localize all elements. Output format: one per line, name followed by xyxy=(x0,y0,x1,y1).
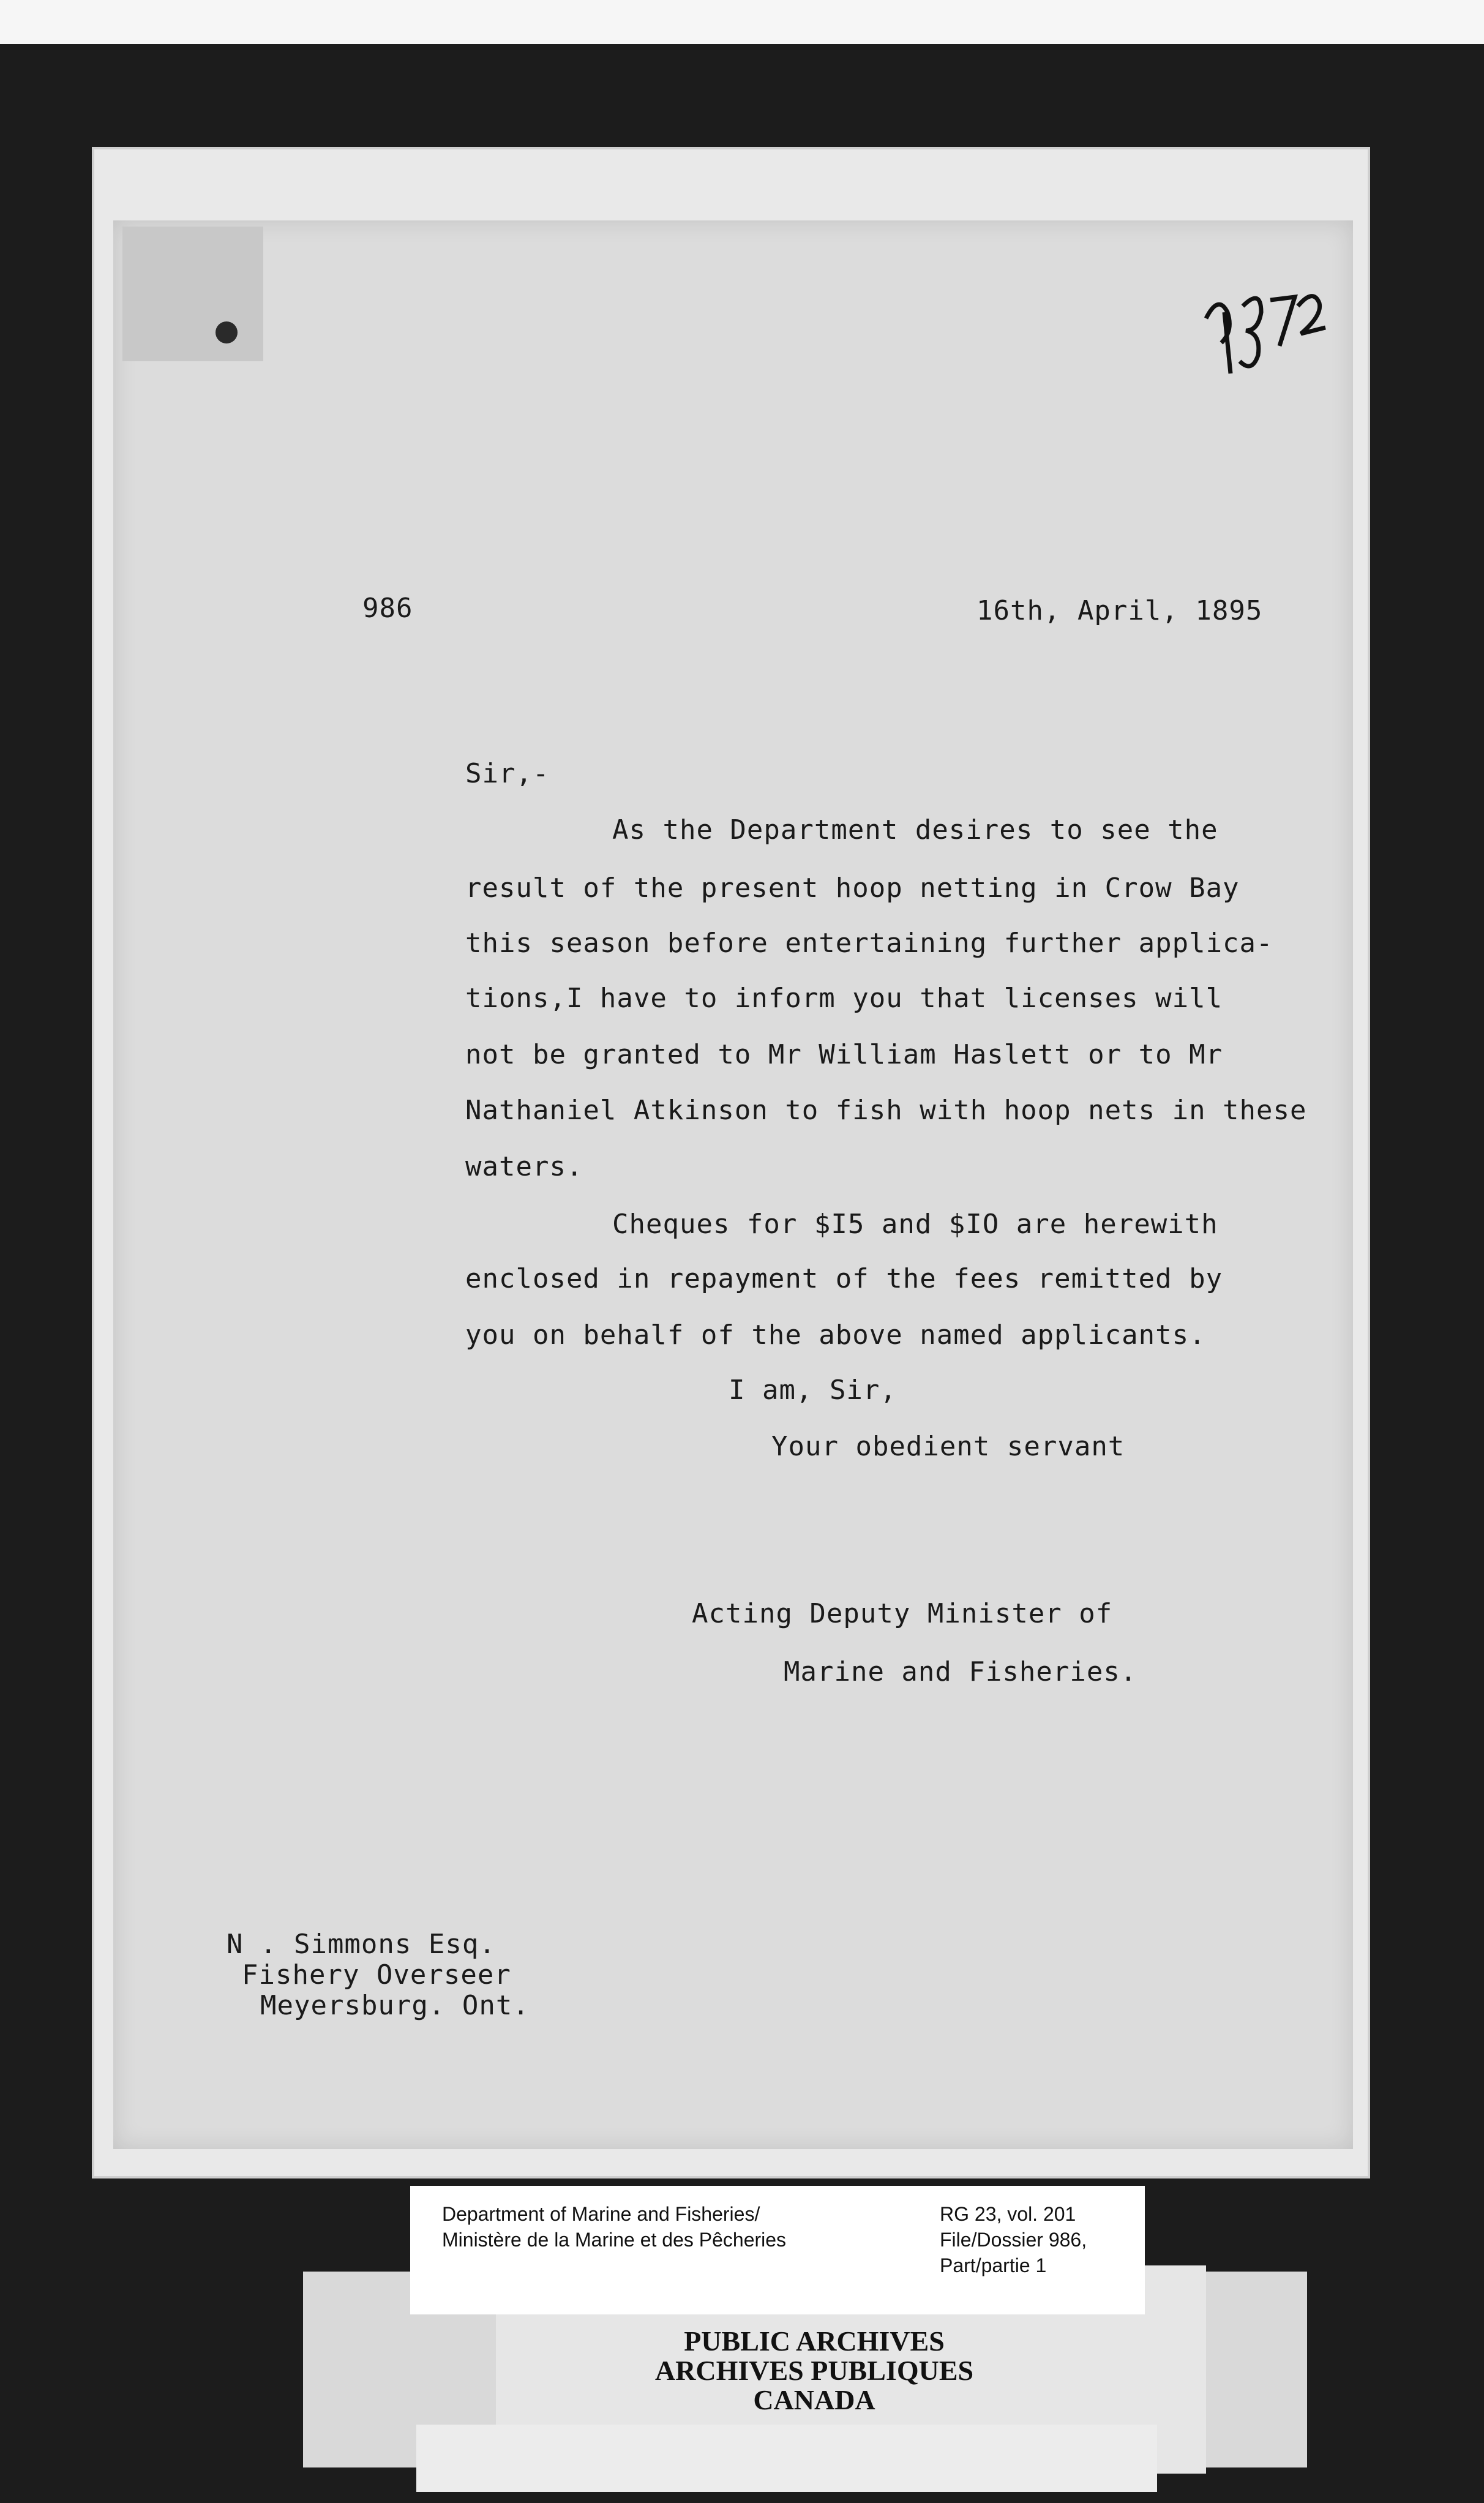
addressee-name: N . Simmons Esq. xyxy=(227,1929,496,1960)
reference-line: File/Dossier 986, xyxy=(940,2229,1087,2251)
body-line: waters. xyxy=(465,1151,583,1182)
reference-line: Part/partie 1 xyxy=(940,2254,1047,2276)
top-border xyxy=(0,0,1484,44)
closing-line: Your obedient servant xyxy=(771,1431,1125,1462)
body-line: you on behalf of the above named applicants. xyxy=(465,1319,1206,1351)
handwritten-folio-number xyxy=(1200,269,1335,380)
binder-tab xyxy=(122,227,263,361)
archive-stamp-line: PUBLIC ARCHIVES xyxy=(684,2325,945,2357)
department-french: Ministère de la Marine et des Pêcheries xyxy=(442,2229,787,2251)
body-line: enclosed in repayment of the fees remitted by xyxy=(465,1263,1223,1294)
archive-stamp-line: CANADA xyxy=(753,2384,875,2415)
body-line: Cheques for $I5 and $IO are herewith xyxy=(612,1209,1218,1240)
body-line: result of the present hoop netting in Crow Bay xyxy=(465,872,1240,904)
body-line: not be granted to Mr William Haslett or to Mr xyxy=(465,1039,1223,1070)
body-line: tions,I have to inform you that licenses will xyxy=(465,983,1223,1014)
body-line: this season before entertaining further applica- xyxy=(465,928,1273,959)
file-number: 986 xyxy=(362,593,413,624)
archive-strip xyxy=(416,2425,1157,2492)
body-line: As the Department desires to see the xyxy=(612,814,1218,846)
closing-line: I am, Sir, xyxy=(729,1375,897,1406)
signature-line: Marine and Fisheries. xyxy=(784,1656,1137,1687)
punch-hole xyxy=(215,321,238,343)
addressee-place: Meyersburg. Ont. xyxy=(260,1990,530,2021)
body-line: Nathaniel Atkinson to fish with hoop nets in these xyxy=(465,1095,1307,1126)
letter-sheet xyxy=(113,220,1353,2149)
letter-date: 16th, April, 1895 xyxy=(976,595,1263,626)
signature-line: Acting Deputy Minister of xyxy=(692,1598,1113,1629)
addressee-title: Fishery Overseer xyxy=(242,1959,511,1991)
archive-stamp-line: ARCHIVES PUBLIQUES xyxy=(654,2355,974,2386)
department-english: Department of Marine and Fisheries/ xyxy=(442,2203,760,2225)
reference-line: RG 23, vol. 201 xyxy=(940,2203,1076,2225)
salutation: Sir,- xyxy=(465,758,550,789)
